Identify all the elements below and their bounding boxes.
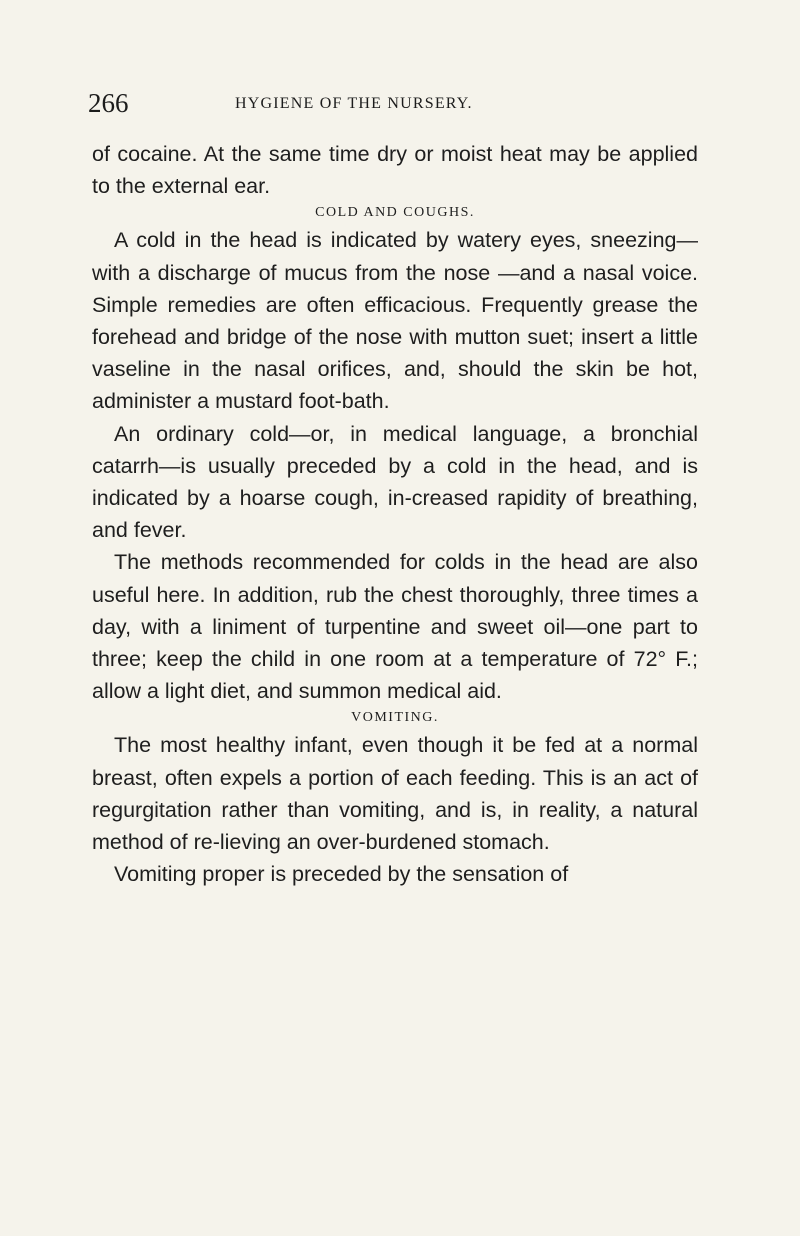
section-heading-vomiting: VOMITING. (351, 710, 439, 726)
paragraph-vomiting-proper: Vomiting proper is preceded by the sensation of (114, 862, 569, 887)
paragraph-healthy-infant: The most healthy infant, even though it be fed at a normal breast, often expels a portion of each feeding. This is an act of regurgitation rather than vomiting, and is, in reality, a natural method of re-lieving an over-burdened stomach. (92, 733, 698, 855)
page-header (88, 88, 713, 118)
paragraph-ordinary-cold: An ordinary cold—or, in medical language, a bronchial catarrh—is usually preceded by a cold in the head, and is indicated by a hoarse cough, in-creased rapidity of breathing, and fever. (92, 421, 698, 543)
paragraph-methods-recommended: The methods recommended for colds in the head are also useful here. In addition, rub the chest thoroughly, three times a day, with a liniment of turpentine and sweet oil—one part to three; keep the child in one room at a temperature of 72° F.; allow a light diet, and summon medical aid. (92, 550, 698, 704)
page-number: 266 (88, 88, 129, 118)
section-heading-cold-and-coughs: COLD AND COUGHS. (315, 205, 475, 221)
opening-paragraph: of cocaine. At the same time dry or moist heat may be applied to the external ear. (92, 142, 698, 199)
running-title: HYGIENE OF THE NURSERY. (235, 95, 473, 112)
paragraph-cold-in-head: A cold in the head is indicated by watery eyes, sneezing—with a discharge of mucus from the nose —and a nasal voice. Simple remedies are often efficacious. Frequently grease the forehead and bridge of the nose with mutton suet; insert a little vaseline in the nasal orifices, and, should the skin be hot, administer a mustard foot-bath. (92, 228, 698, 414)
body-text (92, 138, 698, 890)
